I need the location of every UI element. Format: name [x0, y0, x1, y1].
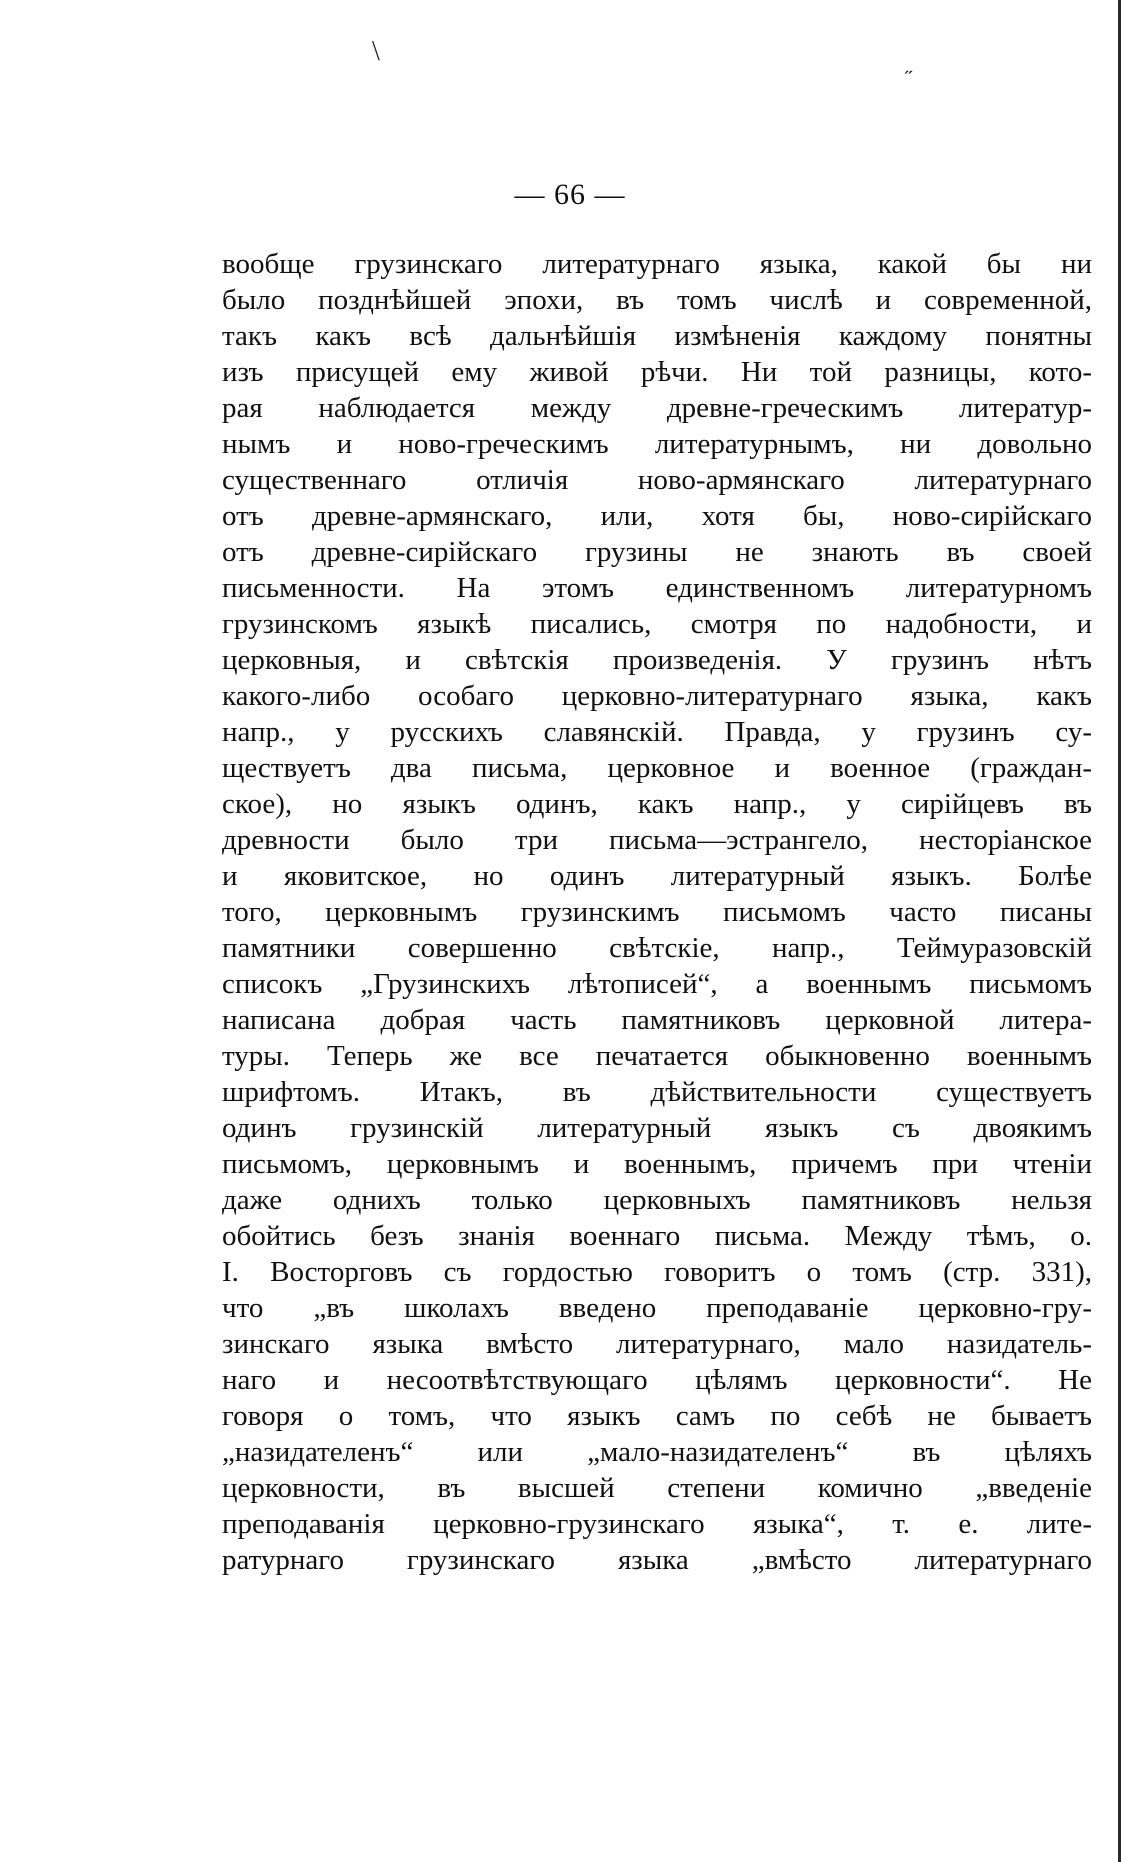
text-line: написана добрая часть памятниковъ церковной литера- — [222, 1004, 1092, 1036]
stray-mark-top-right: ˶ — [905, 56, 913, 81]
text-line: церковныя, и свѣтскія произведенія. У грузинъ нѣтъ — [222, 644, 1092, 676]
page-number: — 66 — — [514, 178, 626, 211]
text-line: списокъ „Грузинскихъ лѣтописей“, а военнымъ письмомъ — [222, 968, 1092, 1000]
text-line: вообще грузинскаго литературнаго языка, какой бы ни — [222, 248, 1092, 280]
body-text — [222, 246, 1092, 1578]
text-line: было позднѣйшей эпохи, въ томъ числѣ и современной, — [222, 284, 1092, 316]
text-line: изъ присущей ему живой рѣчи. Ни той разницы, кото- — [222, 356, 1092, 388]
text-line: письменности. На этомъ единственномъ литературномъ — [222, 572, 1092, 604]
text-line: того, церковнымъ грузинскимъ письмомъ часто писаны — [222, 896, 1092, 928]
text-line: нымъ и ново-греческимъ литературнымъ, ни довольно — [222, 428, 1092, 460]
text-line: шрифтомъ. Итакъ, въ дѣйствительности существуетъ — [222, 1076, 1092, 1108]
text-line: отъ древне-армянскаго, или, хотя бы, ново-сирійскаго — [222, 500, 1092, 532]
text-line: наго и несоотвѣтствующаго цѣлямъ церковности“. Не — [222, 1364, 1092, 1396]
text-line: какого-либо особаго церковно-литературнаго языка, какъ — [222, 680, 1092, 712]
text-line: туры. Теперь же все печатается обыкновенно военнымъ — [222, 1040, 1092, 1072]
text-line: письмомъ, церковнымъ и военнымъ, причемъ при чтеніи — [222, 1148, 1092, 1180]
text-line: существеннаго отличія ново-армянскаго литературнаго — [222, 464, 1092, 496]
text-line: рая наблюдается между древне-греческимъ литератур- — [222, 392, 1092, 424]
text-line: ществуетъ два письма, церковное и военное (граждан- — [222, 752, 1092, 784]
text-line: преподаванія церковно-грузинскаго языка“, т. е. лите- — [222, 1508, 1092, 1540]
text-line: памятники совершенно свѣтскіе, напр., Теймуразовскій — [222, 932, 1092, 964]
text-line: церковности, въ высшей степени комично „введеніе — [222, 1472, 1092, 1504]
text-line: обойтись безъ знанія военнаго письма. Между тѣмъ, о. — [222, 1220, 1092, 1252]
text-line: и яковитское, но одинъ литературный языкъ. Болѣе — [222, 860, 1092, 892]
text-line: ратурнаго грузинскаго языка „вмѣсто литературнаго — [222, 1544, 1092, 1576]
text-line: грузинскомъ языкѣ писались, смотря по надобности, и — [222, 608, 1092, 640]
text-line: говоря о томъ, что языкъ самъ по себѣ не бываетъ — [222, 1400, 1092, 1432]
text-line: такъ какъ всѣ дальнѣйшія измѣненія каждому понятны — [222, 320, 1092, 352]
text-line: „назидателенъ“ или „мало-назидателенъ“ въ цѣляхъ — [222, 1436, 1092, 1468]
text-line: древности было три письма—эстрангело, несторіанское — [222, 824, 1092, 856]
text-line: ское), но языкъ одинъ, какъ напр., у сирійцевъ въ — [222, 788, 1092, 820]
text-line: что „въ школахъ введено преподаваніе церковно-гру- — [222, 1292, 1092, 1324]
stray-mark-top-left: \ — [372, 36, 380, 67]
text-line: зинскаго языка вмѣсто литературнаго, мало назидатель- — [222, 1328, 1092, 1360]
page-edge-shadow — [1118, 0, 1121, 1862]
text-line: І. Восторговъ съ гордостью говоритъ о томъ (стр. 331), — [222, 1256, 1092, 1288]
text-line: напр., у русскихъ славянскій. Правда, у грузинъ су- — [222, 716, 1092, 748]
text-line: отъ древне-сирійскаго грузины не знають въ своей — [222, 536, 1092, 568]
text-line: даже однихъ только церковныхъ памятниковъ нельзя — [222, 1184, 1092, 1216]
text-line: одинъ грузинскій литературный языкъ съ двоякимъ — [222, 1112, 1092, 1144]
